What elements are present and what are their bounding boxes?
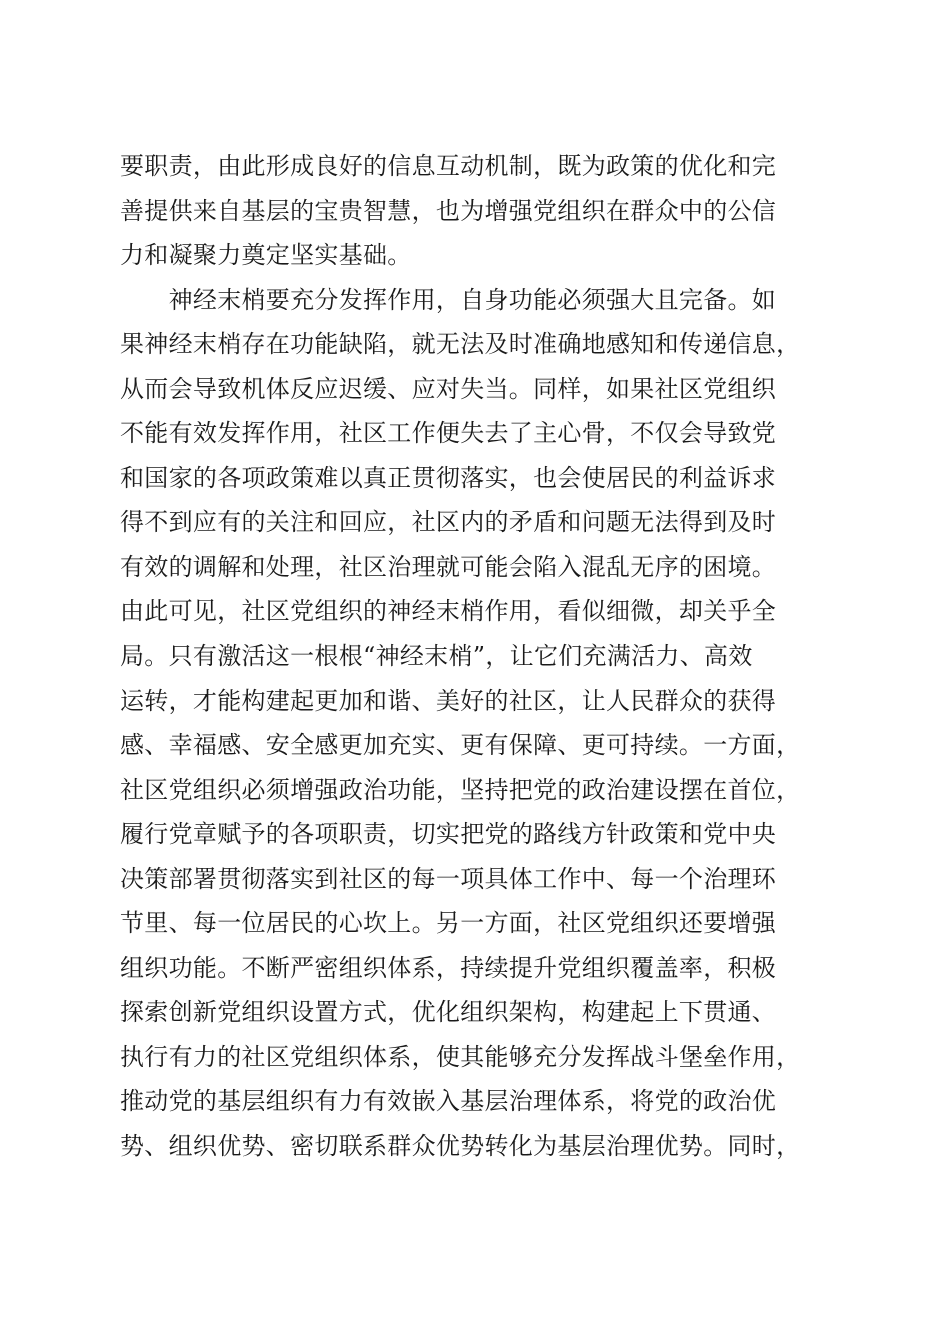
text-line: 履行党章赋予的各项职责，切实把党的路线方针政策和党中央 — [120, 820, 777, 849]
text-line: 得不到应有的关注和回应，社区内的矛盾和问题无法得到及时 — [120, 508, 777, 537]
text-line: 感、幸福感、安全感更加充实、更有保障、更可持续。一方面， — [120, 731, 801, 760]
text-line: 节里、每一位居民的心坎上。另一方面，社区党组织还要增强 — [120, 909, 777, 938]
text-line: 从而会导致机体反应迟缓、应对失当。同样，如果社区党组织 — [120, 374, 777, 403]
text-line: 不能有效发挥作用，社区工作便失去了主心骨，不仅会导致党 — [120, 419, 777, 448]
text-line: 运转，才能构建起更加和谐、美好的社区，让人民群众的获得 — [120, 686, 777, 715]
text-line: 势、组织优势、密切联系群众优势转化为基层治理优势。同时， — [120, 1132, 801, 1161]
text-line: 果神经末梢存在功能缺陷，就无法及时准确地感知和传递信息， — [120, 330, 801, 359]
text-line: 决策部署贯彻落实到社区的每一项具体工作中、每一个治理环 — [120, 864, 777, 893]
text-line: 社区党组织必须增强政治功能，坚持把党的政治建设摆在首位， — [120, 775, 801, 804]
text-line: 和国家的各项政策难以真正贯彻落实，也会使居民的利益诉求 — [120, 463, 777, 492]
text-line: 要职责，由此形成良好的信息互动机制，既为政策的优化和完 — [120, 152, 777, 180]
text-line: 力和凝聚力奠定坚实基础。 — [120, 241, 412, 270]
text-line: 善提供来自基层的宝贵智慧，也为增强党组织在群众中的公信 — [120, 196, 777, 225]
text-line: 探索创新党组织设置方式，优化组织架构，构建起上下贯通、 — [120, 998, 777, 1027]
text-line: 由此可见，社区党组织的神经末梢作用，看似细微，却关乎全 — [120, 597, 777, 626]
text-line: 推动党的基层组织有力有效嵌入基层治理体系，将党的政治优 — [120, 1087, 777, 1116]
text-line: 有效的调解和处理，社区治理就可能会陷入混乱无序的困境。 — [120, 552, 777, 581]
text-line: 局。只有激活这一根根“神经末梢”，让它们充满活力、高效 — [120, 642, 753, 671]
text-line: 执行有力的社区党组织体系，使其能够充分发挥战斗堡垒作用， — [120, 1042, 801, 1071]
paragraph-start-line: 神经末梢要充分发挥作用，自身功能必须强大且完备。如 — [120, 285, 777, 314]
body-text — [120, 146, 840, 1171]
text-line: 组织功能。不断严密组织体系，持续提升党组织覆盖率，积极 — [120, 953, 777, 982]
